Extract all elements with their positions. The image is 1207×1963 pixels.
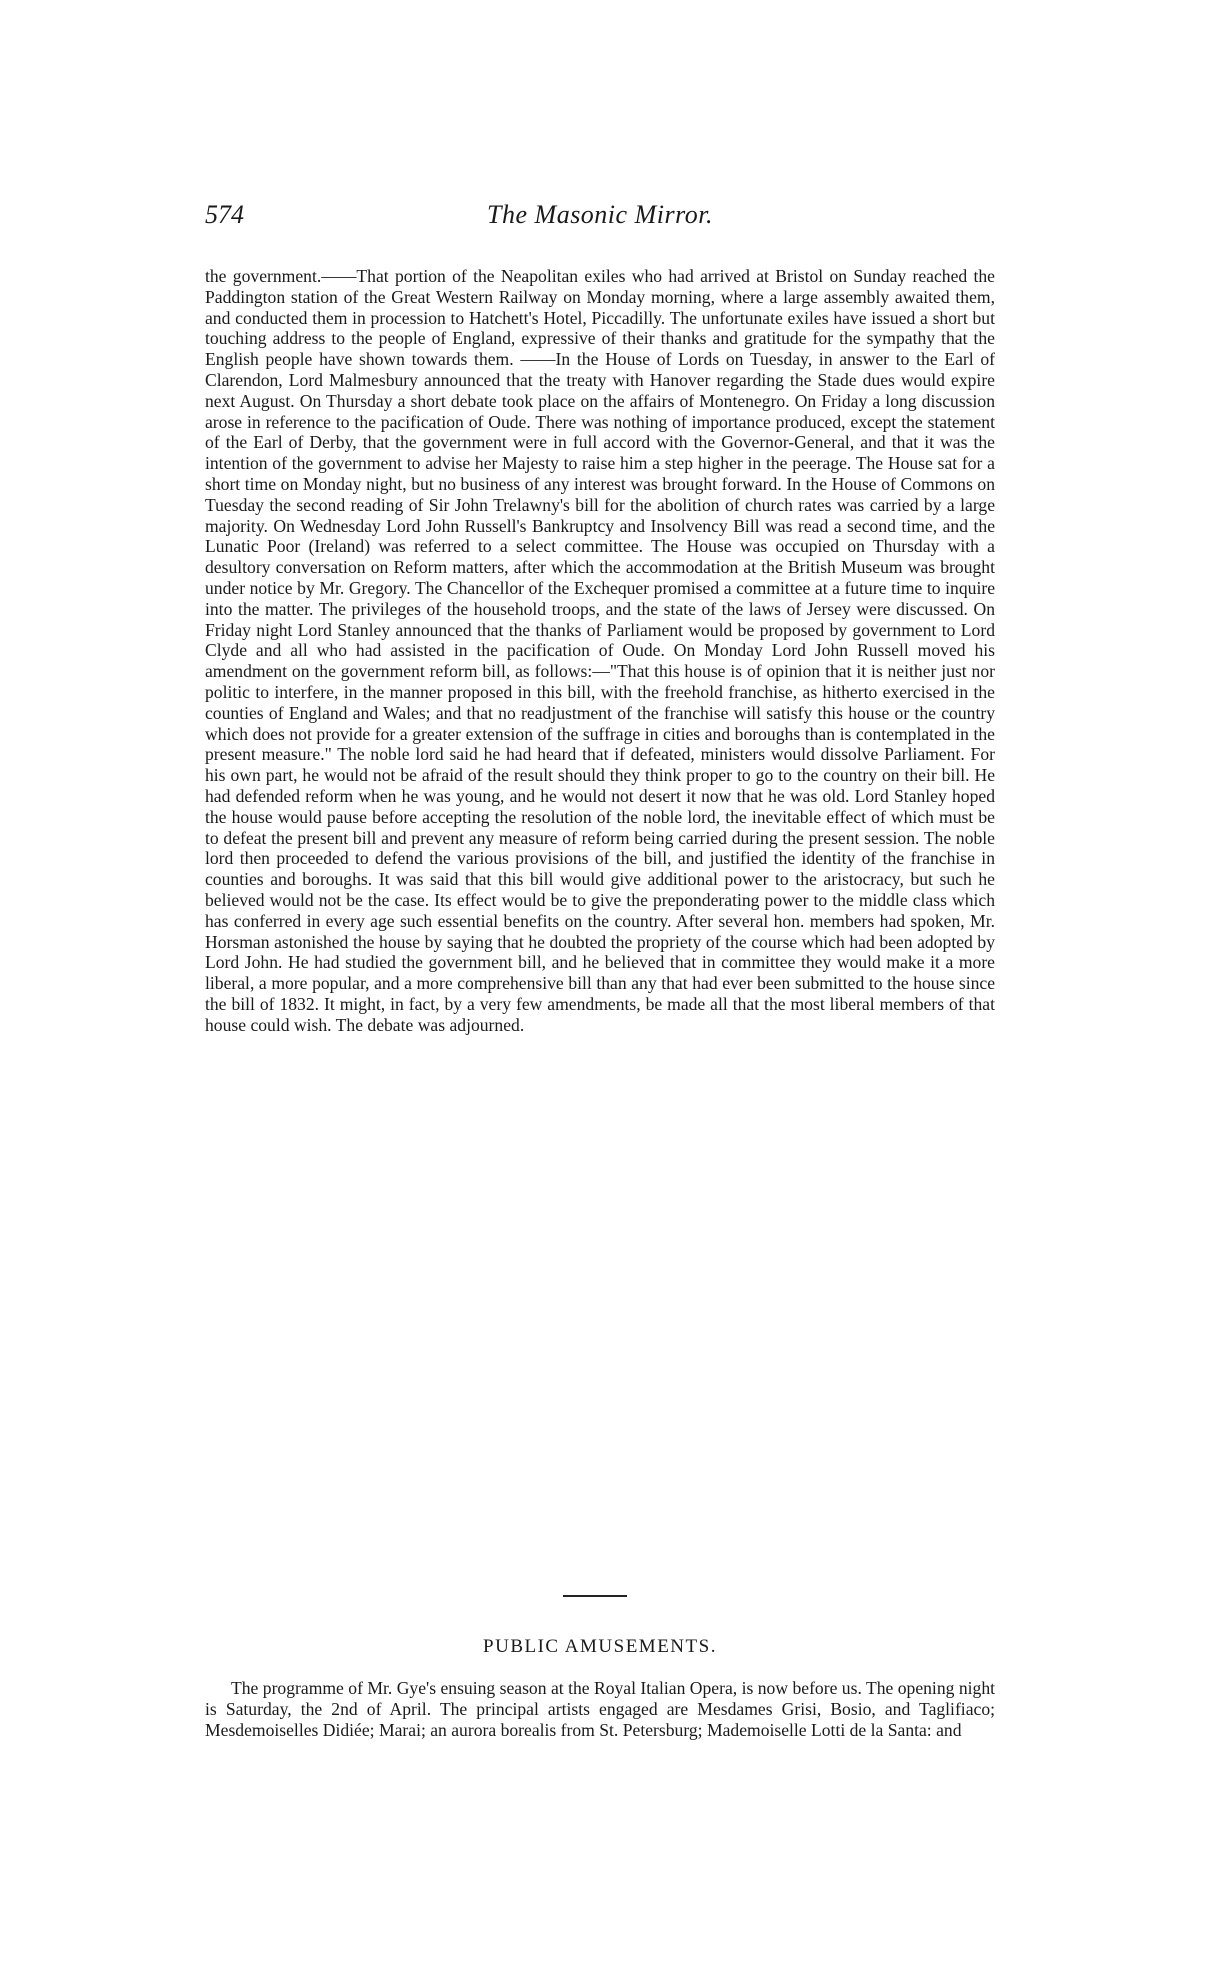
section-body bbox=[205, 1678, 995, 1740]
running-head bbox=[205, 200, 995, 236]
journal-title: The Masonic Mirror. bbox=[487, 200, 713, 229]
section-paragraph: The programme of Mr. Gye's ensuing season at the Royal Italian Opera, is now before us. The opening night is Saturday, the 2nd of April. The principal artists engaged are Mesdames Grisi, Bosio, and Taglifiaco; Mesdemoiselles Didiée; Marai; an aurora borealis from St. Petersburg; Mademoiselle Lotti de la Santa: and bbox=[205, 1678, 995, 1740]
article-paragraph: the government.——That portion of the Neapolitan exiles who had arrived at Bristol on Sunday reached the Paddington station of the Great Western Railway on Monday morning, where a large assembly awaited them, and conducted them in procession to Hatchett's Hotel, Piccadilly. The unfortunate exiles have issued a short but touching address to the people of England, expressive of their thanks and gratitude for the sympathy that the English people have shown towards them. ——In the House of Lords on Tuesday, in answer to the Earl of Clarendon, Lord Malmesbury announced that the treaty with Hanover regarding the Stade dues would expire next August. On Thursday a short debate took place on the affairs of Montenegro. On Friday a long discussion arose in reference to the pacification of Oude. There was nothing of importance produced, except the statement of the Earl of Derby, that the government were in full accord with the Governor-General, and that it was the intention of the government to advise her Majesty to raise him a step higher in the peerage. The House sat for a short time on Monday night, but no business of any interest was brought forward. In the House of Commons on Tuesday the second reading of Sir John Trelawny's bill for the abolition of church rates was carried by a large majority. On Wednesday Lord John Russell's Bankruptcy and Insolvency Bill was read a second time, and the Lunatic Poor (Ireland) was referred to a select committee. The House was occupied on Thursday with a desultory conversation on Reform matters, after which the accommodation at the British Museum was brought under notice by Mr. Gregory. The Chancellor of the Exchequer promised a committee at a future time to inquire into the matter. The privileges of the household troops, and the state of the laws of Jersey were discussed. On Friday night Lord Stanley announced that the thanks of Parliament would be proposed by government to Lord Clyde and all who had assisted in the pacification of Oude. On Monday Lord John Russell moved his amendment on the government reform bill, as follows:—"That this house is of opinion that it is neither just nor politic to interfere, in the manner proposed in this bill, with the freehold franchise, as hitherto exercised in the counties of England and Wales; and that no readjustment of the franchise will satisfy this house or the country which does not provide for a greater extension of the suffrage in cities and boroughs than is contemplated in the present measure." The noble lord said he had heard that if defeated, ministers would dissolve Parliament. For his own part, he would not be afraid of the result should they think proper to go to the country on their bill. He had defended reform when he was young, and he would not desert it now that he was old. Lord Stanley hoped the house would pause before accepting the resolution of the noble lord, the inevitable effect of which must be to defeat the present bill and prevent any measure of reform being carried during the present session. The noble lord then proceeded to defend the various provisions of the bill, and justified the identity of the franchise in counties and boroughs. It was said that this bill would give additional power to the aristocracy, but such he believed would not be the case. Its effect would be to give the preponderating power to the middle class which has conferred in every age such essential benefits on the country. After several hon. members had spoken, Mr. Horsman astonished the house by saying that he doubted the propriety of the course which had been adopted by Lord John. He had studied the government bill, and he believed that in committee they would make it a more liberal, a more popular, and a more comprehensive bill than any that had ever been submitted to the house since the bill of 1832. It might, in fact, by a very few amendments, be made all that the most liberal members of that house could wish. The debate was adjourned. bbox=[205, 266, 995, 1035]
article-body bbox=[205, 266, 995, 1035]
page-number: 574 bbox=[205, 200, 244, 229]
section-heading: PUBLIC AMUSEMENTS. bbox=[483, 1636, 717, 1657]
section-divider bbox=[563, 1595, 627, 1597]
